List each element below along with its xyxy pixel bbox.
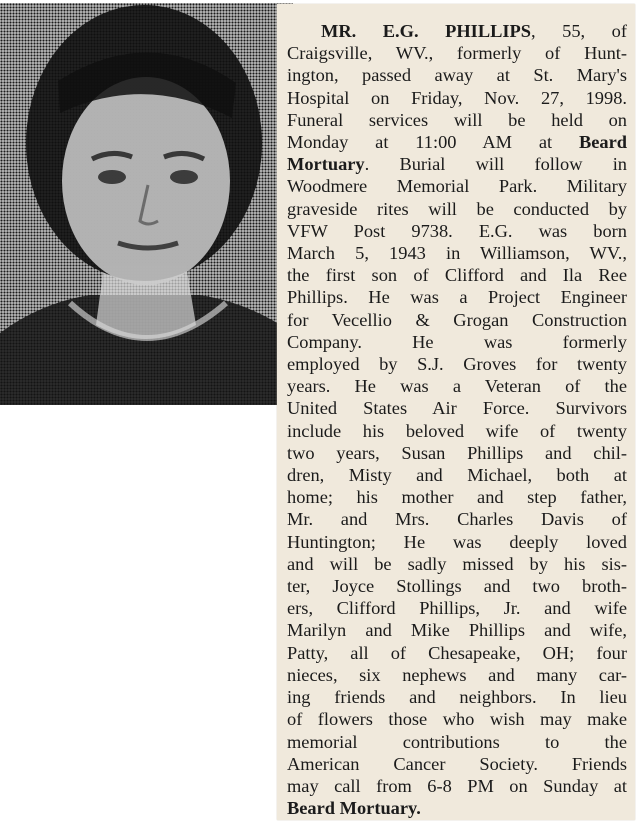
obit-line-3: ington, passed away at St. Mary's <box>287 65 627 86</box>
obit-line-7: Mortuary. Burial will follow in <box>287 154 627 175</box>
obit-line-31: ing friends and neighbors. In lieu <box>287 687 627 708</box>
portrait-photo <box>0 3 293 405</box>
obit-line-17: years. He was a Veteran of the <box>287 376 627 397</box>
obit-line-27: ers, Clifford Phillips, Jr. and wife <box>287 598 627 619</box>
obit-line-5: Funeral services will be held on <box>287 109 627 130</box>
obit-line-21: dren, Misty and Michael, both at <box>287 465 627 486</box>
obit-line-23: Mr. and Mrs. Charles Davis of <box>287 509 627 530</box>
obituary-clipping <box>277 4 635 820</box>
obit-line-20: two years, Susan Phillips and chil- <box>287 442 627 463</box>
obit-line-6: Monday at 11:00 AM at Beard <box>287 132 627 153</box>
mortuary-name-bold: Beard <box>578 132 627 153</box>
obit-line-19: include his beloved wife of twenty <box>287 420 627 441</box>
obituary-text <box>287 20 627 819</box>
obit-line-11: March 5, 1943 in Williamson, WV., <box>287 243 627 264</box>
obit-line-30: nieces, six nephews and many car- <box>287 664 627 685</box>
obit-line-24: Huntington; He was deeply loved <box>287 531 627 552</box>
obit-line-29: Patty, all of Chesapeake, OH; four <box>287 642 627 663</box>
obit-line-18: United States Air Force. Survivors <box>287 398 627 419</box>
obit-line-14: for Vecellio & Grogan Construction <box>287 309 627 330</box>
obit-line-35: may call from 6-8 PM on Sunday at <box>287 775 627 796</box>
mortuary-word-bold: Mortuary <box>287 154 365 175</box>
deceased-name: MR. E.G. PHILLIPS <box>321 21 531 41</box>
obit-line-2: Craigsville, WV., formerly of Hunt- <box>287 43 627 64</box>
obit-line-33: memorial contributions to the <box>287 731 627 752</box>
obit-line-15: Company. He was formerly <box>287 331 627 352</box>
obit-line-9: graveside rites will be conducted by <box>287 198 627 219</box>
obit-line-25: and will be sadly missed by his sis- <box>287 553 627 574</box>
obit-line-34: American Cancer Society. Friends <box>287 753 627 774</box>
obit-line-1: MR. E.G. PHILLIPS, 55, of <box>321 21 627 41</box>
obit-line-4: Hospital on Friday, Nov. 27, 1998. <box>287 87 627 108</box>
obit-line-26: ter, Joyce Stollings and two broth- <box>287 576 627 597</box>
obit-line-13: Phillips. He was a Project Engineer <box>287 287 627 308</box>
portrait-halftone-figure <box>0 3 293 405</box>
obit-line-8: Woodmere Memorial Park. Military <box>287 176 627 197</box>
obit-line-36: Beard Mortuary. <box>287 798 421 819</box>
obit-line-10: VFW Post 9738. E.G. was born <box>287 220 627 241</box>
obit-line-28: Marilyn and Mike Phillips and wife, <box>287 620 627 641</box>
obit-line-12: the first son of Clifford and Ila Ree <box>287 265 627 286</box>
obit-line-16: employed by S.J. Groves for twenty <box>287 354 627 375</box>
obit-line-22: home; his mother and step father, <box>287 487 627 508</box>
obit-line-32: of flowers those who wish may make <box>287 709 627 730</box>
